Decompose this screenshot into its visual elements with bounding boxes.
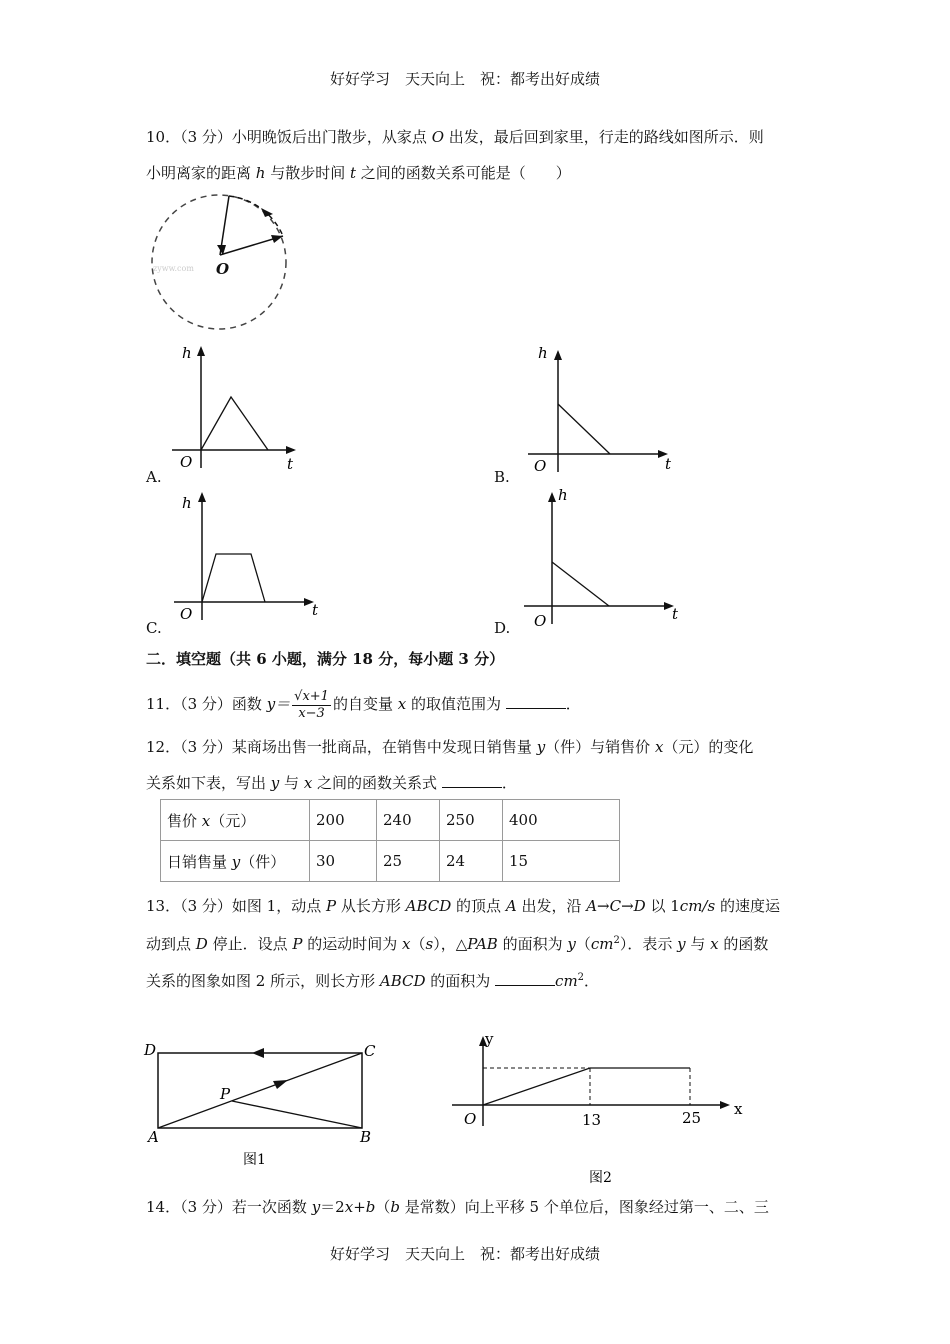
label-o: O [180, 605, 193, 623]
label-h: h [558, 486, 568, 504]
option-c-graph [168, 486, 328, 626]
table-cell: 240 [377, 800, 440, 841]
diagonal-ac [158, 1053, 362, 1128]
route-arrow-2 [261, 208, 273, 217]
arrow-h [197, 346, 205, 356]
q13-figure-2 [448, 1030, 758, 1190]
q10-points: （3 分） [180, 128, 232, 146]
q11-line: 11．（3 分）函数 y＝ $\frac{√x+1}{x-3}$ 的自变量 x 的取值范围为 ． [146, 688, 581, 721]
arrow-cd [252, 1048, 264, 1058]
table-cell: 15 [503, 841, 620, 882]
q13-line2: 动到点 D 停止．设点 P 的运动时间为 x（s），△PAB 的面积为 $y(cm^2)$．表示 y 与 x 的函数 [146, 935, 769, 953]
q12-line1: 12．（3 分）某商场出售一批商品，在销售中发现日销售量 y（件）与销售价 x（元）的变化 [146, 738, 754, 756]
label-h: h [538, 344, 548, 362]
label-p: P [220, 1085, 231, 1103]
table-cell: 24 [440, 841, 503, 882]
arrow-ac [273, 1080, 288, 1089]
label-h: h [182, 344, 192, 362]
arrow-h [548, 492, 556, 502]
route-origin-label: O [216, 260, 230, 278]
row1-header: 售价 x（元） [161, 800, 310, 841]
figure-2-caption: 图2 [589, 1170, 612, 1186]
q11-answer-blank[interactable] [506, 696, 566, 709]
option-b-letter[interactable]: B. [494, 468, 510, 486]
q13-line3: 关系的图象如图 2 所示，则长方形 ABCD 的面积为 $cm^2$． [146, 972, 600, 990]
label-o: O [464, 1110, 477, 1128]
q12-answer-blank[interactable] [442, 775, 502, 788]
label-t: t [665, 455, 672, 473]
option-d-graph [520, 486, 686, 630]
segment-pb [232, 1101, 362, 1128]
q13-figure-1 [140, 1038, 380, 1170]
table-cell: 200 [310, 800, 377, 841]
graph-line [483, 1068, 690, 1105]
label-b: B [360, 1128, 372, 1146]
table-cell: 250 [440, 800, 503, 841]
figure-1-caption: 图1 [243, 1152, 266, 1168]
page-footer: 好好学习 天天向上 祝：都考出好成绩 [330, 1245, 601, 1263]
table-cell: 25 [377, 841, 440, 882]
q12-sales-table [160, 799, 620, 882]
table-cell: 30 [310, 841, 377, 882]
label-y: y [485, 1030, 494, 1048]
label-a: A [148, 1128, 159, 1146]
section-2-title: 二．填空题（共 6 小题，满分 18 分，每小题 3 分） [146, 650, 505, 668]
q12-line2: 关系如下表，写出 y 与 x 之间的函数关系式 ． [146, 774, 517, 792]
curve [202, 554, 265, 602]
q14-line1: 14．（3 分）若一次函数 y＝2x+b（b 是常数）向上平移 5 个单位后，图象经过第一、二、三 [146, 1198, 769, 1216]
row2-header: 日销售量 y（件） [161, 841, 310, 882]
q10-route-figure [145, 190, 295, 340]
curve [558, 404, 610, 454]
arrow-x [720, 1101, 730, 1109]
arrow-h [554, 350, 562, 360]
tick-25: 25 [682, 1109, 702, 1127]
q13-line1: 13．（3 分）如图 1，动点 P 从长方形 ABCD 的顶点 A 出发，沿 A→C→D 以 1cm/s 的速度运 [146, 897, 780, 915]
q10-line1: 10．（3 分）小明晚饭后出门散步，从家点 O 出发，最后回到家里，行走的路线如图所示．则 [146, 128, 764, 146]
label-x: x [734, 1100, 743, 1118]
label-h: h [182, 494, 192, 512]
curve [201, 397, 268, 450]
table-row [161, 841, 620, 882]
label-t: t [312, 601, 319, 619]
tick-13: 13 [582, 1111, 602, 1129]
label-t: t [672, 605, 679, 623]
label-d: D [144, 1041, 157, 1059]
q10-line2: 小明离家的距离 h 与散步时间 t 之间的函数关系可能是（ ） [146, 164, 571, 182]
q10-number: 10． [146, 128, 181, 146]
label-o: O [180, 453, 193, 471]
option-a-graph [168, 342, 308, 478]
curve [552, 562, 609, 606]
table-cell: 400 [503, 800, 620, 841]
option-b-graph [520, 342, 680, 478]
label-t: t [287, 455, 294, 473]
label-o: O [534, 612, 547, 630]
option-d-letter[interactable]: D. [494, 619, 511, 637]
option-c-letter[interactable]: C. [146, 619, 162, 637]
table-row [161, 800, 620, 841]
q13-answer-blank[interactable] [495, 973, 555, 986]
arrow-h [198, 492, 206, 502]
option-a-letter[interactable]: A. [146, 468, 162, 486]
q11-fraction: $\frac{√x+1}{x-3}$ [294, 688, 329, 721]
label-c: C [364, 1042, 376, 1060]
route-watermark: zyww.com [153, 264, 194, 273]
route-arc [229, 196, 283, 236]
arrow-t [286, 446, 296, 454]
page-header: 好好学习 天天向上 祝：都考出好成绩 [330, 70, 601, 88]
label-o: O [534, 457, 547, 475]
